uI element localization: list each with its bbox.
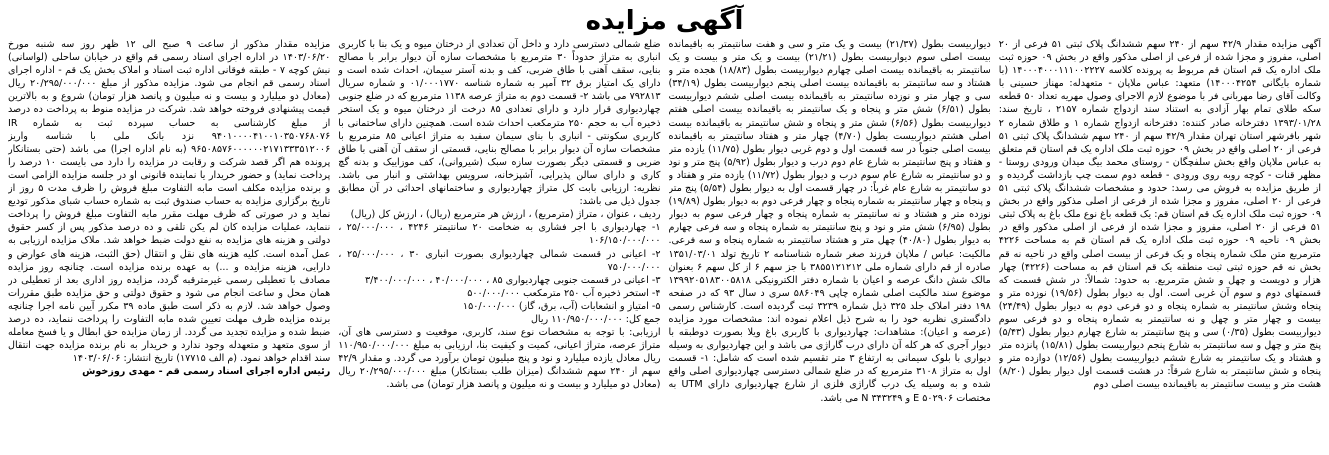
column-2-text: دیواربیست بطول (۲۱/۳۷) بیست و یک متر و سی و هفت سانتیمتر به باقیمانده بیست اصلی سوم دیواربیست بطول (۲۱/۲۱) بیست و یک متر و بیست و یک سانتیمتر به باقیمانده بیست اصلی چهارم دیواربیست بطول (۱۸/۸۳) هجده متر و هشتاد و سه سانتیمتر به باقیمانده بیست اصلی پنجم دیواربیست بطول (۳۴/۱۹) سی و چهار متر و نوزده سانتیمتر به باقیمانده بیست اصلی ششم دیواربیست بطول (۶/۵۱) شش متر و پنجاه و یک سانتیمتر به باقیمانده بیست اصلی هفتم دیواربیست بطول (۶/۵۶) شش متر و پنجاه و شش سانتیمتر به باقیمانده بیست اصلی هشتم دیواربیست بطول (۴/۷۰) چهار متر و هفتاد سانتیمتر به باقیمانده بیست اصلی جنوباً در سه قسمت اول و دوم غربی دیوار بطول (۱۱/۷۵) یازده متر و هفتاد و پنج سانتیمتر به شارع عام دوم درب و دیوار بطول (۵/۹۲) پنج متر و نود و دو سانتیمتر به شارع عام سوم درب و دیوار بطول (۱۱/۷۲) یازده متر و هفتاد و دو سانتیمتر به شارع عام غرباً: در چهار قسمت اول به دیوار بطول (۵/۵۴) پنج متر و پنجاه و چهار سانتیمتر به شماره پنجاه و چهار فرعی دوم به دیوار بطول (۱۹/۸۹) نوزده متر و هشتاد و نه سانتیمتر به شماره پنجاه و چهار فرعی سوم به دیوار بطول (۶/۹۵) شش متر و نود و پنج سانتیمتر به شماره پنجاه و سه فرعی چهارم به دیوار بطول (۴۰/۸۰) چهل متر و هشتاد سانتیمتر به شماره پنجاه و سه فرعی. مالکیت: عباس / ملاپان فرزند صغر شماره شناسنامه ۲ تاریخ تولد ۱۳۵۱/۰۳/۰۱ صادره از قم دارای شماره ملی ۳۸۵۵۱۲۱۲۱۲ با جز سهم ۶ از کل سهم ۶ بعنوان مالک شش دانگ عرصه و اعیان با شماره دفتر الکترونیکی ۱۳۹۹۲۰۵۱۸۳۰۰۵۸۱۸ موضوع سند مالکیت اصلی شماره چاپی ۵۸۶۰۴۹ سری د سال ۹۳ که در صفحه ۱۹۸ دفتر املاک جلد ۳۲۵ ذیل شماره ۳۲۳۹ ثبت گردیده است. کارشناس رسمی دادگستری نظریه خود را به شرح ذیل اعلام نموده اند: مشخصات مورد مزایده (عرصه و اعیان): مشاهدات: چهاردیواری با کاربری باغ ویلا بصورت دوطبقه با دیوار آجری که هر کله آن دارای درب گاراژی می باشد و این چهاردیواری به وسیله دیواری با بلوک سیمانی به ارتفاع ۳ متر تقسیم شده است که شامل: ۱- قسمت اول به متراژ ۳۱۰۸ مترمربع که در ضلع شمالی دسترسی چهاردیواری اصلی واقع شده و به وسیله یک درب گاراژی فلزی از شارع چهاردیواری دارای UTM به مختصات E ۵۰۲۹۰۶ و N ۳۴۳۲۴۹ می باشد. xyxy=(668,39,991,404)
columns xyxy=(8,38,1321,451)
column-1 xyxy=(999,38,1321,451)
table-row: ۲- اعیانی در قسمت شمالی چهاردیواری بصورت انباری ۳۰ ، ۲۵/۰۰۰/۰۰۰ ، ۷۵۰/۰۰۰/۰۰۰ xyxy=(338,248,661,273)
column-2 xyxy=(669,38,991,451)
table-header: ردیف ، عنوان ، متراژ (مترمربع) ، ارزش هر مترمربع (ریال) ، ارزش کل (ریال) xyxy=(350,209,661,221)
column-4-text: مزایده مقدار مذکور از ساعت ۹ صبح الی ۱۲ ظهر روز سه شنبه مورخ ۱۴۰۳/۰۶/۲۰ در اداره اجرای اسناد رسمی قم واقع در خیابان ساحلی (لواسانی) نبش کوچه ۷ - طبقه فوقانی اداره ثبت اسناد و املاک بخش یک قم - اداره اجرای اسناد رسمی قم انجام می شود. مزایده مذکور از مبلغ ۲۰/۲۹۵/۰۰۰/۰۰۰ ریال (معادل دو میلیارد و بیست و نه میلیون و پانصد هزار تومان) شروع و به بالاترین قیمت پیشنهادی فروخته خواهد شد. شرکت در مزایده منوط به پرداخت ده درصد از مبلغ کارشناسی به حساب سپرده ثبت به شماره IR ۹۴۰۱۰۰۰۰۴۱۰۰۱۰۳۵۰۷۶۸۰۷۶ نزد بانک ملی با شناسه واریز ۹۶۵۰۸۵۷۶۰۰۰۰۰۰۲۱۷۱۳۳۳۵۱۲۰۰۶ (به نام اداره اجرا) می باشد (حتی بستانکار پرونده هم اگر قصد شرکت و رقابت در مزایده را دارد می بایست ۱۰ درصد را پرداخت نماید) و حضور خریدار یا نماینده قانونی او در جلسه مزایده الزامی است و برنده مزایده مکلف است مابه التفاوت مبلغ فروش را ظرف مدت ۵ روز از تاریخ برگزاری مزایده به حساب صندوق ثبت به شماره حساب شبای مذکور تودیع نماید و در صورتی که ظرف مهلت مقرر مابه التفاوت مبلغ فروش را پرداخت ننماید، عملیات مزایده کان لم یکن تلقی و ده درصد مذکور پس از کسر حقوق دولتی و هزینه های مزایده به نفع دولت ضبط خواهد شد. ملاک مزایده ارزیابی به عمل آمده است. کلیه هزینه های نقل و انتقال (حق الثبت، هزینه های عوارض و دارایی، هزینه مزایده و ...) به عهده برنده مزایده است. چنانچه روز مزایده مصادف با تعطیلی رسمی غیرمترقبه گردد، مزایده روز اداری بعد از تعطیلی در همان محل و ساعت انجام می شود و حقوق دولتی و حق مزایده طبق مقررات وصول خواهد شد. لازم به ذکر است طبق ماده ۳۹ مکرر آیین نامه اجرا چنانچه برنده مزایده ظرف مهلت تعیین شده مابه التفاوت را پرداخت ننماید، ده درصد ضبط شده و مزایده تجدید می گردد. از زمان مزایده حق ابطال و یا فسخ معامله از سوی متعهد و متعهدله وجود ندارد و خریدار به نام برنده مزایده جهت انتقال سند اقدام خواهد نمود. (م الف ۱۷۷۱۵) تاریخ انتشار: ۱۴۰۳/۰۶/۰۶ xyxy=(8,39,331,365)
table-row: ۴- استخر ذخیره آب ۲۵۰ مترمکعب ۵۰۰/۰۰۰/۰۰۰ xyxy=(467,287,661,299)
column-3-text-after: ارزیابی: با توجه به مشخصات نوع سند، کاربری، موقعیت و دسترسی های آن، متراژ عرصه، متراژ اعیانی، کمیت و کیفیت بنا، ارزیابی به مبلغ ۱۱۰/۹۵۰/۰۰۰/۰۰۰ ریال معادل یازده میلیارد و نود و پنج میلیون تومان برآورد می گردد. و مقدار ۴۲/۹ سهم از ۲۴۰ سهم ششدانگ (میزان طلب بستانکار) مبلغ ۲۰/۲۹۵/۰۰۰/۰۰۰ ریال (معادل دو میلیارد و بیست و نه میلیون و پانصد هزار تومان) می باشد. xyxy=(338,327,661,391)
table-row: ۳- اعیانی در قسمت جنوبی چهاردیواری ۸۵ ، ۴۰/۰۰۰/۰۰۰ ، ۳/۴۰۰/۰۰۰/۰۰۰ xyxy=(364,274,661,286)
column-3 xyxy=(338,38,660,451)
table-total: جمع کل: ۱۱۰/۹۵۰/۰۰۰/۰۰۰ ریال xyxy=(530,313,661,325)
table-row: ۵- امتیاز و انشعابات (آب، برق، گاز) ۱۵۰/۰۰۰/۰۰۰ xyxy=(462,300,661,312)
column-4 xyxy=(8,38,330,451)
page-title: آگهی مزایده xyxy=(585,6,744,36)
column-3-text: ضلع شمالی دسترسی دارد و داخل آن تعدادی از درختان میوه و یک بنا با کاربری انباری به متراژ حدوداً ۳۰ مترمربع با مشخصات سازه آن دیوار برابر با مصالح بنایی، سقف آهنی با طاق ضربی، کف و بدنه آستر سیمان، احداث شده است و دارای یک امتیاز برق ۳۲ آمپر به شماره شناسه ۰۱/۰۰۰۱۷۷۰ و شماره سریال ۷۹۲۸۱۳ می باشد ۲- قسمت دوم به متراژ عرصه ۱۱۳۸ مترمربع که در ضلع جنوبی چهاردیواری قرار دارد و دارای تعدادی ۸۵ درخت از درختان میوه و یک استخر ذخیره آب به حجم ۲۵۰ مترمکعب احداث شده است. همچنین دارای ساختمانی با کاربری سکونتی - انباری با بنای سیمان سفید به متراژ اعیانی ۸۵ مترمربع با مشخصات سازه آن دیوار برابر با مصالح بنایی، قسمتی از سقف آن آهنی با طاق ضربی و قسمتی دیگر بصورت سازه سبک (شیروانی)، کف موزاییک و بدنه گچ کاری و دارای سالن پذیرایی، آشپزخانه، سرویس بهداشتی و انبار می باشد. نظریه: ارزیابی بابت کل متراژ چهاردیواری و ساختمانهای احداثی در آن مطابق جدول ذیل می باشد: xyxy=(338,39,661,208)
table-row: ۱- چهاردیواری با اجر فشاری به ضخامت ۲۰ سانتیمتر ۴۲۴۶ ، ۲۵/۰۰۰/۰۰۰ ، ۱۰۶/۱۵۰/۰۰۰/۰۰۰ xyxy=(338,222,661,247)
signature: رئیس اداره اجرای اسناد رسمی قم - مهدی روزخوش xyxy=(82,366,331,378)
column-1-text: آگهی مزایده مقدار ۴۲/۹ سهم از ۲۴۰ سهم ششدانگ پلاک ثبتی ۵۱ فرعی از ۲۰ اصلی، مفروز و مجزا شده از فرعی از اصلی مذکور واقع در بخش ۰۹ حوزه ثبت ملک اداره یک قم استان قم مربوط به پرونده کلاسه ۱۴۰۰۰۴۰۰۰۱۱۱۰۰۲۲۲۷ (با شماره بایگانی ۱۴۰۰۰۴۲۵۴) متعهد: عباس ملاپان - متعهدله: مهناز حسینی با وکالت آقای رضا مهربانی فر با موضوع لازم الاجرای وصول مهریه تعداد ۵۰ قطعه سکه طلای تمام بهار آزادی به استناد سند ازدواج شماره ۲۱۵۷ ، تاریخ سند: ۱۳۹۳/۰۱/۲۸ دفترخانه صادر کننده: دفترخانه ازدواج شماره ۱ و طلاق شماره ۲ شهر بافرشهر استان تهران مقدار ۴۲/۹ سهم از ۲۴۰ سهم ششدانگ پلاک ثبتی ۵۱ فرعی از ۲۰ اصلی واقع در بخش ۰۹ حوزه ثبت ملک اداره یک قم استان قم متعلق به عباس ملاپان واقع بخش سلفچگان - روستای محمد بیگ میدان ورودی روستا - مظهر قنات - کوچه روبه روی ورودی - قطعه دوم سمت چپ بازداشت گردیده و از طریق مزایده به فروش می رسد: حدود و مشخصات ششدانگ پلاک ثبتی ۵۱ فرعی از ۲۰ اصلی، مفروز و مجزا شده از فرعی از اصلی مذکور واقع در بخش ۰۹ حوزه ثبت ملک اداره یک قم استان قم: یک قطعه باغ نوع ملک باغ به پلاک ثبتی ۵۱ فرعی از ۲۰ اصلی، مفروز و مجزا شده از فرعی از اصلی مذکور واقع در بخش ۰۹ ناحیه ۰۹ حوزه ثبت ملک اداره یک قم استان قم به مساحت ۴۲۲۶ مترمربع متن ملک شماره پنجاه و یک فرعی از بیست اصلی واقع در ناحیه نه قم بخش نه قم حوزه ثبتی ثبت منطقه یک قم استان قم به مساحت (۴۲۲۶) چهار هزار و دویست و چهل و شش مترمربع. به حدود: شمالاً: در شش قسمت که قسمتهای دوم و سوم آن غربی است. اول به دیوار بطول (۱۹/۵۶) نوزده متر و پنجاه وشش سانتیمتر به شماره پنجاه و دو فرعی دوم به دیوار بطول (۲۴/۴۹) بیست و چهار متر و چهل و نه سانتیمتر به شماره پنجاه و دو فرعی سوم دیواربیست بطول (۰/۳۵) سی و پنج سانتیمتر به شارع چهارم دیوار بطول (۵/۴۳) پنج متر و چهل و سه سانتیمتر به شارع پنجم دیواربیست بطول (۱۵/۸۱) پانزده متر و هشتاد و یک سانتیمتر به شارع ششم دیواربیست بطول (۱۲/۵۶) دوازده متر و پنجاه و شش سانتیمتر به شارع شرقاً: در هشت قسمت اول دیوار بطول (۸/۲۰) هشت متر و بیست سانتیمتر به باقیمانده بیست اصلی دوم xyxy=(998,39,1321,391)
